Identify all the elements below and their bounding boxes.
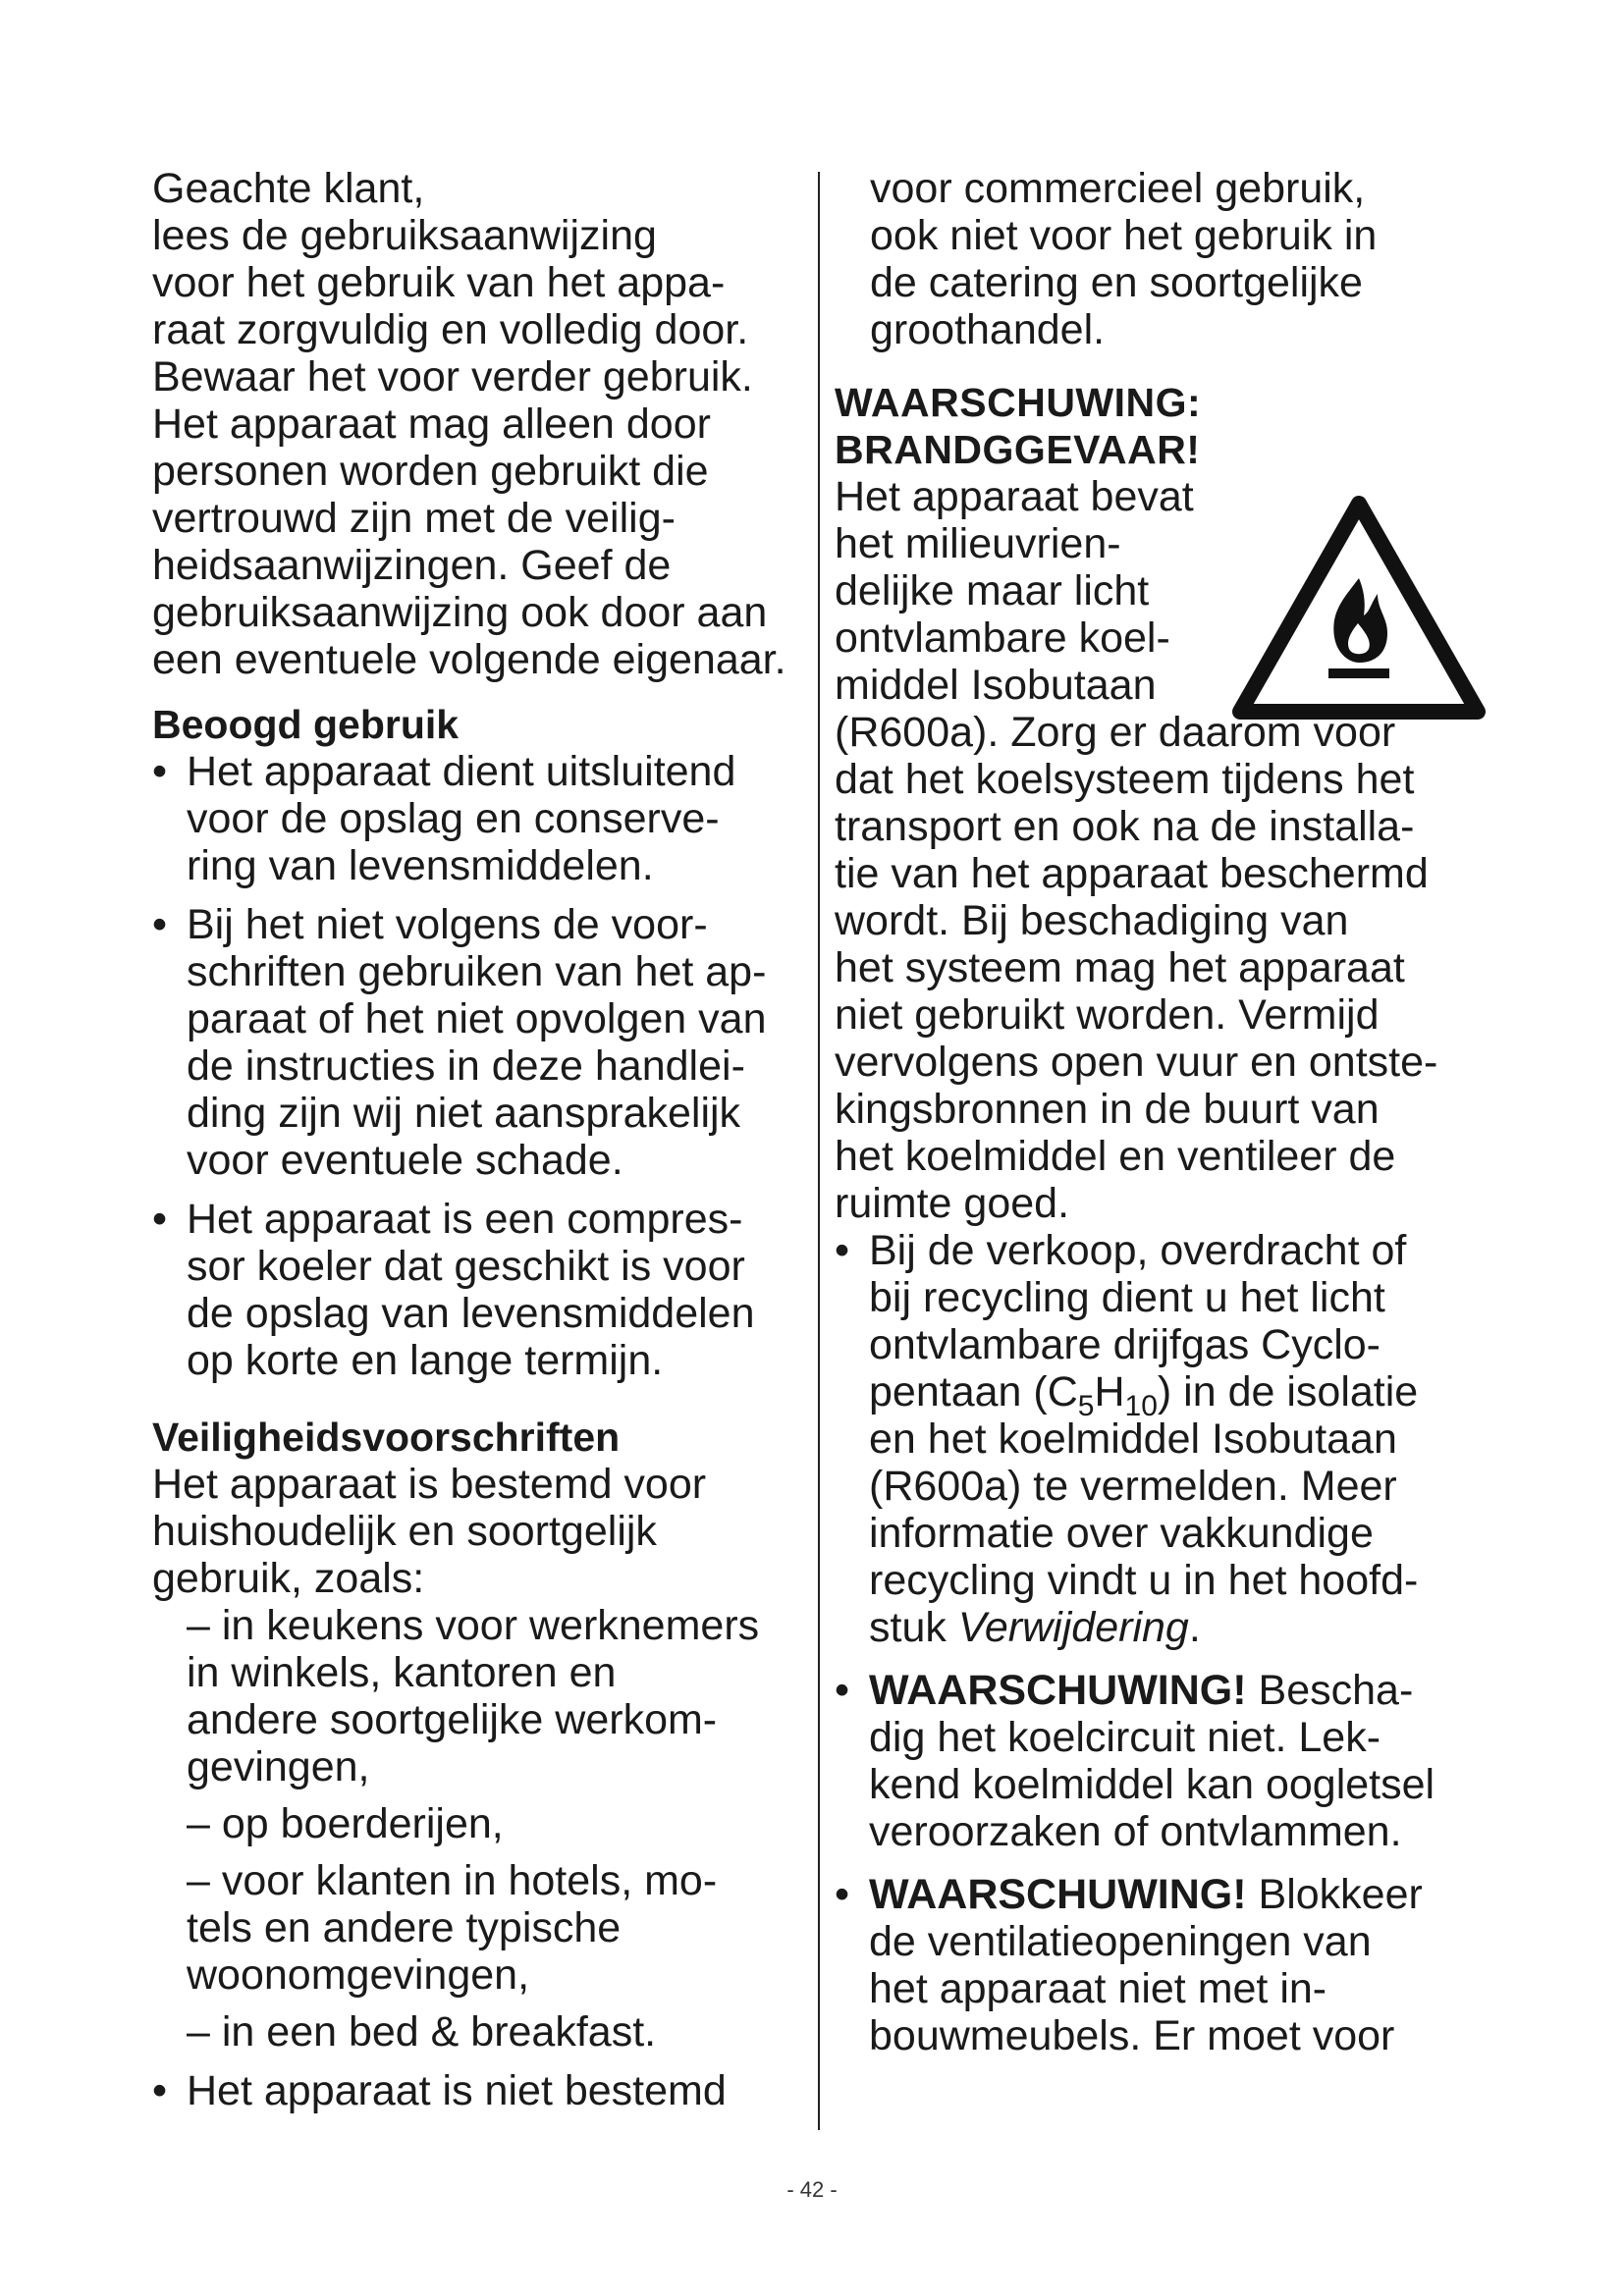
text-line: Het apparaat is bestemd voor <box>152 1461 707 1508</box>
text-line: Het apparaat mag alleen door <box>152 400 711 448</box>
bullet-item-warning <box>835 1667 1483 1855</box>
dash-item <box>152 1800 800 1847</box>
text-line: kend koelmiddel kan oogletsel <box>869 1761 1435 1808</box>
text-line: voor commercieel gebruik, <box>870 165 1366 212</box>
text-line: Het apparaat bevat <box>835 473 1194 520</box>
text-line: een eventuele volgende eigenaar. <box>152 636 786 683</box>
text-fragment: pentaan (C <box>869 1368 1078 1415</box>
page-number: - 42 - <box>786 2177 838 2202</box>
text-line: ontvlambare drijfgas Cyclo- <box>869 1321 1380 1368</box>
text-line: gebruiksaanwijzing ook door aan <box>152 589 768 636</box>
left-column <box>152 165 800 2114</box>
flammable-warning-triangle-icon <box>1232 496 1486 720</box>
text-line: voor de opslag en conserve- <box>187 795 720 842</box>
right-column <box>835 165 1483 2059</box>
text-line: en het koelmiddel Isobutaan <box>869 1415 1397 1463</box>
text-line: sor koeler dat geschikt is voor <box>187 1243 745 1290</box>
text-line: • Bij de verkoop, overdracht of <box>869 1227 1407 1274</box>
text-line: de catering en soortgelijke <box>870 259 1363 306</box>
text-line: het milieuvrien- <box>835 520 1121 567</box>
text-line: gevingen, <box>187 1743 370 1790</box>
text-line: de opslag van levensmiddelen <box>187 1290 755 1337</box>
text-line: • Het apparaat is niet bestemd <box>187 2067 727 2114</box>
text-line: Bewaar het voor verder gebruik. <box>152 353 753 400</box>
text-line: delijke maar licht <box>835 567 1150 614</box>
text-line: – in keukens voor werknemers <box>187 1602 760 1649</box>
text-line: ontvlambare koel- <box>835 614 1170 662</box>
text-line <box>869 1667 1483 1714</box>
text-line: het systeem mag het apparaat <box>835 944 1405 991</box>
text-line: de ventilatieopeningen van <box>869 1918 1372 1965</box>
warning-heading: BRANDGGEVAAR! <box>835 427 1201 472</box>
text-line: voor eventuele schade. <box>187 1137 623 1184</box>
text-line: ruimte goed. <box>835 1180 1070 1227</box>
text-line: transport en ook na de installa- <box>835 803 1415 850</box>
text-line: personen worden gebruikt die <box>152 448 709 495</box>
text-line: informatie over vakkundige <box>869 1510 1374 1557</box>
text-line: op korte en lange termijn. <box>187 1337 664 1384</box>
text-line: (R600a). Zorg er daarom voor <box>835 709 1396 756</box>
text-line: Geachte klant, <box>152 165 425 212</box>
text-line: recycling vindt u in het hoofd- <box>869 1557 1419 1604</box>
text-fragment: Blokkeer <box>1246 1871 1423 1918</box>
text-line: • Het apparaat is een compres- <box>187 1196 743 1243</box>
text-fragment: Bescha- <box>1246 1667 1414 1714</box>
text-line: ring van levensmiddelen. <box>187 842 654 889</box>
text-line: voor het gebruik van het appa- <box>152 259 726 306</box>
subscript: 5 <box>1077 1390 1095 1422</box>
formula-line <box>869 1368 1483 1422</box>
text-line: groothandel. <box>870 306 1106 353</box>
text-line: huishoudelijk en soortgelijk <box>152 1508 657 1555</box>
text-line: vertrouwd zijn met de veilig- <box>152 495 676 542</box>
text-line: het koelmiddel en ventileer de <box>835 1133 1396 1180</box>
bullet-item <box>152 2067 800 2114</box>
text-line: wordt. Bij beschadiging van <box>835 897 1349 944</box>
text-line: – voor klanten in hotels, mo- <box>187 1857 718 1904</box>
text-line: schriften gebruiken van het ap- <box>187 948 767 995</box>
text-line: – op boerderijen, <box>187 1800 504 1847</box>
heading-safety: Veiligheidsvoorschriften <box>152 1415 621 1460</box>
text-line: dat het koelsysteem tijdens het <box>835 756 1415 803</box>
text-line: • Het apparaat dient uitsluitend <box>187 748 736 795</box>
text-line: veroorzaken of ontvlammen. <box>869 1808 1402 1855</box>
text-line: kingsbronnen in de buurt van <box>835 1086 1380 1133</box>
text-line: gebruik, zoals: <box>152 1555 425 1602</box>
text-line: het apparaat niet met in- <box>869 1965 1327 2012</box>
text-line: middel Isobutaan <box>835 662 1157 709</box>
warning-label: WAARSCHUWING! <box>869 1667 1247 1714</box>
bullet-item <box>152 748 800 889</box>
text-line: (R600a) te vermelden. Meer <box>869 1463 1397 1510</box>
text-line: ook niet voor het gebruik in <box>870 212 1378 259</box>
subscript: 10 <box>1124 1390 1158 1422</box>
text-line: • Bij het niet volgens de voor- <box>187 901 708 948</box>
text-line: paraat of het niet opvolgen van <box>187 995 767 1042</box>
text-line <box>869 1604 1483 1651</box>
intro-paragraph <box>152 165 800 683</box>
text-line: de instructies in deze handlei- <box>187 1042 745 1090</box>
text-line: dig het koelcircuit niet. Lek- <box>869 1714 1381 1761</box>
text-fragment: . <box>1188 1604 1201 1651</box>
text-fragment: ) in de isolatie <box>1157 1368 1419 1415</box>
text-line: ding zijn wij niet aansprakelijk <box>187 1090 741 1137</box>
text-fragment: H <box>1094 1368 1125 1415</box>
text-fragment: stuk <box>869 1604 958 1651</box>
bullet-item-recycling <box>835 1227 1483 1651</box>
text-line: raat zorgvuldig en volledig door. <box>152 306 749 353</box>
text-line: tels en andere typische <box>187 1904 622 1951</box>
text-line: – in een bed & breakfast. <box>187 2008 657 2056</box>
text-line: vervolgens open vuur en ontste- <box>835 1039 1438 1086</box>
text-line: tie van het apparaat beschermd <box>835 850 1429 897</box>
column-divider <box>818 172 820 2130</box>
text-line: lees de gebruiksaanwijzing <box>152 212 657 259</box>
text-line: woonomgevingen, <box>187 1951 530 1999</box>
heading-intended-use: Beoogd gebruik <box>152 702 460 747</box>
warning-label: WAARSCHUWING! <box>869 1871 1247 1918</box>
text-line: heidsaanwijzingen. Geef de <box>152 542 672 589</box>
text-line: bij recycling dient u het licht <box>869 1274 1385 1321</box>
text-line: andere soortgelijke werkom- <box>187 1696 718 1743</box>
continuation-paragraph <box>835 165 1483 353</box>
warning-heading: WAARSCHUWING: <box>835 380 1202 425</box>
safety-intro <box>152 1461 800 1602</box>
bullet-item <box>152 901 800 1184</box>
text-line <box>869 1871 1483 1918</box>
bullet-item-warning <box>835 1871 1483 2059</box>
dash-item <box>152 2008 800 2056</box>
text-line: niet gebruikt worden. Vermijd <box>835 991 1380 1039</box>
text-line: in winkels, kantoren en <box>187 1649 617 1696</box>
text-line: bouwmeubels. Er moet voor <box>869 2012 1395 2059</box>
chapter-reference: Verwijdering <box>957 1604 1189 1651</box>
bullet-item <box>152 1196 800 1384</box>
dash-item <box>152 1602 800 1790</box>
dash-item <box>152 1857 800 1999</box>
